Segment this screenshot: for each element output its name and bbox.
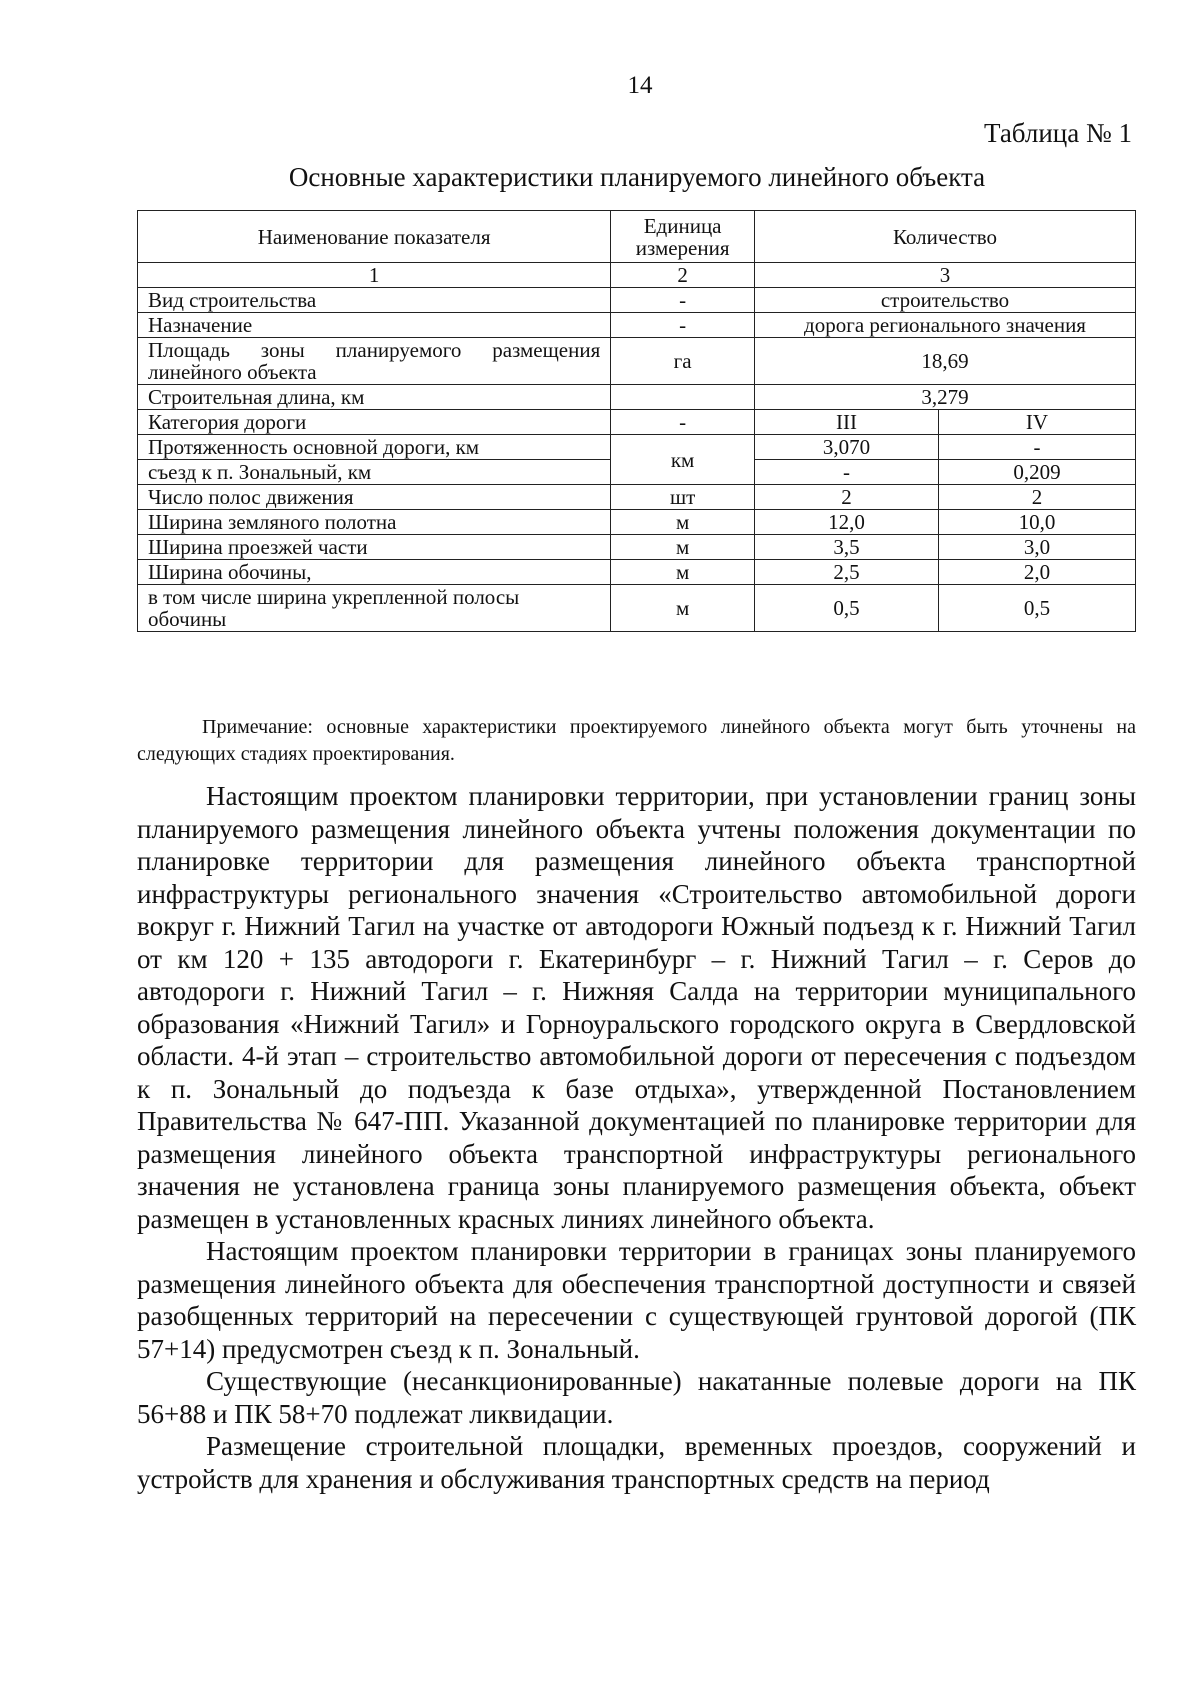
table-row — [138, 410, 1136, 435]
row-value-iv: IV — [939, 410, 1136, 435]
column-numbers-row — [138, 263, 1136, 288]
body-text — [137, 780, 1136, 1495]
col-number: 3 — [754, 263, 1135, 288]
paragraph: Настоящим проектом планировки территории, при установлении границ зоны планируемого размещения линейного объекта учтены положения документации по планировке территории для размещения линейного объекта транспортной инфраструктуры регионального значения «Строительство автомобильной дороги вокруг г. Нижний Тагил на участке от автодороги Южный подъезд к г. Нижний Тагил от км 120 + 135 автодороги г. Екатеринбург – г. Нижний Тагил – г. Серов до автодороги г. Нижний Тагил – г. Нижняя Салда на территории муниципального образования «Нижний Тагил» и Горноуральского городского округа в Свердловской области. 4-й этап – строительство автомобильной дороги от пересечения с подъездом к п. Зональный до подъезда к базе отдыха», утвержденной Постановлением Правительства № 647-ПП. Указанной документацией по планировке территории для размещения линейного объекта транспортной инфраструктуры регионального значения не установлена граница зоны планируемого размещения объекта, объект размещен в установленных красных линиях линейного объекта. — [137, 781, 1136, 1234]
row-unit: - — [611, 288, 755, 313]
row-value: строительство — [754, 288, 1135, 313]
row-value-iv: 2 — [939, 485, 1136, 510]
table-row — [138, 510, 1136, 535]
row-value-iii: III — [754, 410, 938, 435]
row-value-iii: 2,5 — [754, 560, 938, 585]
header-name: Наименование показателя — [138, 211, 611, 263]
table-row — [138, 338, 1136, 385]
header-unit: Единица измерения — [611, 211, 755, 263]
row-unit: шт — [611, 485, 755, 510]
row-name: съезд к п. Зональный, км — [138, 460, 611, 485]
table-row — [138, 435, 1136, 460]
header-quantity: Количество — [754, 211, 1135, 263]
row-name: Строительная длина, км — [138, 385, 611, 410]
row-unit: м — [611, 585, 755, 632]
row-unit: - — [611, 313, 755, 338]
row-value-iv: 3,0 — [939, 535, 1136, 560]
row-unit — [611, 385, 755, 410]
row-value-iv: 2,0 — [939, 560, 1136, 585]
row-unit: м — [611, 510, 755, 535]
row-value-iii: 3,5 — [754, 535, 938, 560]
row-value-iii: 12,0 — [754, 510, 938, 535]
row-name: в том числе ширина укрепленной полосы обочины — [138, 585, 611, 632]
row-value: 18,69 — [754, 338, 1135, 385]
row-name: Протяженность основной дороги, км — [138, 435, 611, 460]
table-title: Основные характеристики планируемого линейного объекта — [288, 162, 986, 192]
row-name: Категория дороги — [138, 410, 611, 435]
row-name: Ширина обочины, — [138, 560, 611, 585]
row-unit: км — [611, 435, 755, 485]
paragraph: Размещение строительной площадки, временных проездов, сооружений и устройств для хранения и обслуживания транспортных средств на период — [137, 1431, 1136, 1494]
row-unit: м — [611, 535, 755, 560]
row-value-iii: 0,5 — [754, 585, 938, 632]
row-value-iv: 10,0 — [939, 510, 1136, 535]
row-name: Вид строительства — [138, 288, 611, 313]
col-number: 1 — [138, 263, 611, 288]
paragraph: Настоящим проектом планировки территории в границах зоны планируемого размещения линейного объекта для обеспечения транспортной доступности и связей разобщенных территорий на пересечении с существующей грунтовой дорогой (ПК 57+14) предусмотрен съезд к п. Зональный. — [137, 1236, 1136, 1364]
table-row — [138, 385, 1136, 410]
table-label: Таблица № 1 — [984, 118, 1132, 148]
row-value-iii: 3,070 — [754, 435, 938, 460]
row-value-iv: 0,209 — [939, 460, 1136, 485]
table-row — [138, 560, 1136, 585]
table-row — [138, 288, 1136, 313]
row-name: Число полос движения — [138, 485, 611, 510]
row-value-iv: 0,5 — [939, 585, 1136, 632]
row-name: Назначение — [138, 313, 611, 338]
row-unit: - — [611, 410, 755, 435]
row-value-iii: 2 — [754, 485, 938, 510]
row-name: Ширина проезжей части — [138, 535, 611, 560]
table-row — [138, 485, 1136, 510]
row-value-iii: - — [754, 460, 938, 485]
characteristics-table — [137, 210, 1136, 632]
row-name: Площадь зоны планируемого размещения линейного объекта — [138, 338, 611, 385]
table-row — [138, 313, 1136, 338]
row-name: Ширина земляного полотна — [138, 510, 611, 535]
row-unit: га — [611, 338, 755, 385]
table-row — [138, 535, 1136, 560]
table-header-row — [138, 211, 1136, 263]
page-number: 14 — [627, 72, 653, 99]
row-value: дорога регионального значения — [754, 313, 1135, 338]
row-unit: м — [611, 560, 755, 585]
paragraph: Существующие (несанкционированные) накатанные полевые дороги на ПК 56+88 и ПК 58+70 подлежат ликвидации. — [137, 1366, 1136, 1429]
row-value: 3,279 — [754, 385, 1135, 410]
col-number: 2 — [611, 263, 755, 288]
table-note: Примечание: основные характеристики проектируемого линейного объекта могут быть уточнены на следующих стадиях проектирования. — [137, 716, 1136, 765]
table-row — [138, 585, 1136, 632]
row-value-iv: - — [939, 435, 1136, 460]
